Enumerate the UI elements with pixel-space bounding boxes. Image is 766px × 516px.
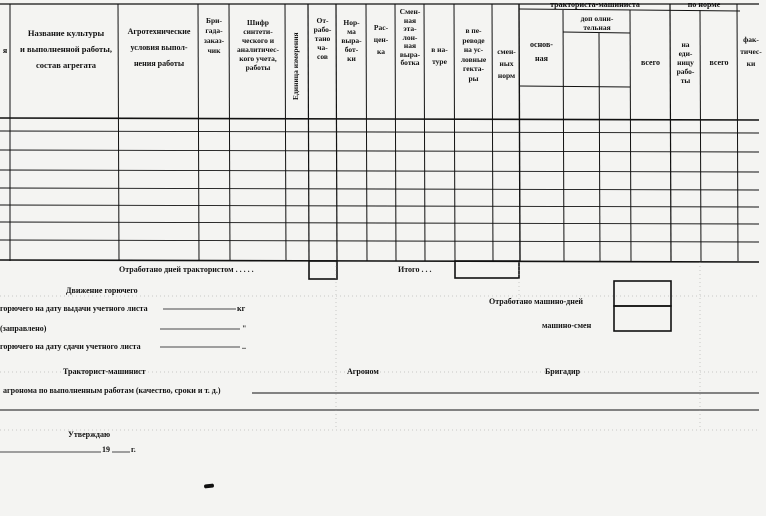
header-total-pay: всего	[640, 58, 661, 67]
header-brigade: Бри- гада- заказ- чик	[203, 16, 225, 55]
header-extra-pay: доп олни- тельная	[580, 14, 614, 32]
header-shift-norms: смен- ных норм	[497, 47, 516, 80]
header-hours-worked: От- рабо- тано ча- сов	[313, 16, 332, 61]
header-per-unit: на еди- ницу рабо- ты	[676, 40, 695, 85]
total-label: Итого . . .	[398, 265, 432, 274]
header-code: Шифр синтети- ческого и аналитичес- кого учета, работы	[237, 18, 279, 72]
header-shift-output: Смен- ная эта- лон- ная выра- ботка	[399, 7, 421, 67]
fuel-issue-label: горючего на дату выдачи учетного листа	[0, 304, 148, 313]
header-per-norm: по норме	[687, 0, 721, 9]
agronomist-note-label: агронома по выполненным работам (качество, сроки и т. д.)	[3, 386, 221, 395]
days-worked-label: Отработано дней трактористом . . . . .	[119, 265, 254, 274]
sig-driver-label: Тракторист-машинист	[63, 367, 146, 376]
header-actual: фак- тичес- ки	[740, 35, 762, 68]
sig-agronomist-label: Агроном	[347, 367, 379, 376]
fuel-heading: Движение горючего	[66, 286, 138, 295]
header-culture: Название культуры и выполненной работы, состав агрегата	[20, 28, 112, 70]
col-left-fragment: я	[2, 46, 8, 55]
header-total-norm: всего	[709, 58, 729, 67]
header-in-nature: в на- туре	[431, 45, 448, 66]
refueled-label: (заправлено)	[0, 324, 47, 333]
header-rate: Рас- цен- ка	[373, 23, 389, 56]
header-main-pay: основ- ная	[530, 40, 553, 63]
header-unit: Единица измерения	[291, 32, 300, 100]
machine-days-label: Отработано машино-дней	[489, 297, 583, 306]
header-conditional-ha: в пе- реводе на ус- ловные гекта- ры	[460, 26, 487, 83]
fuel-issue-unit: кг	[237, 304, 246, 313]
header-driver: тракториста-машиниста	[550, 0, 640, 9]
fuel-return-dots: ..	[242, 342, 246, 351]
approve-label: Утверждаю	[68, 430, 111, 439]
year-prefix: 19	[102, 445, 110, 454]
refueled-quote: "	[242, 324, 247, 333]
fuel-return-label: горючего на дату сдачи учетного листа	[0, 342, 141, 351]
header-agro-conditions: Агротехнические условия выпол- нения работы	[127, 27, 191, 68]
year-suffix: г.	[131, 445, 136, 454]
sig-foreman-label: Бригадир	[545, 367, 581, 376]
header-norm: Нор- ма выра- бот- ки	[341, 18, 362, 63]
machine-shifts-label: машино-смен	[542, 321, 592, 330]
